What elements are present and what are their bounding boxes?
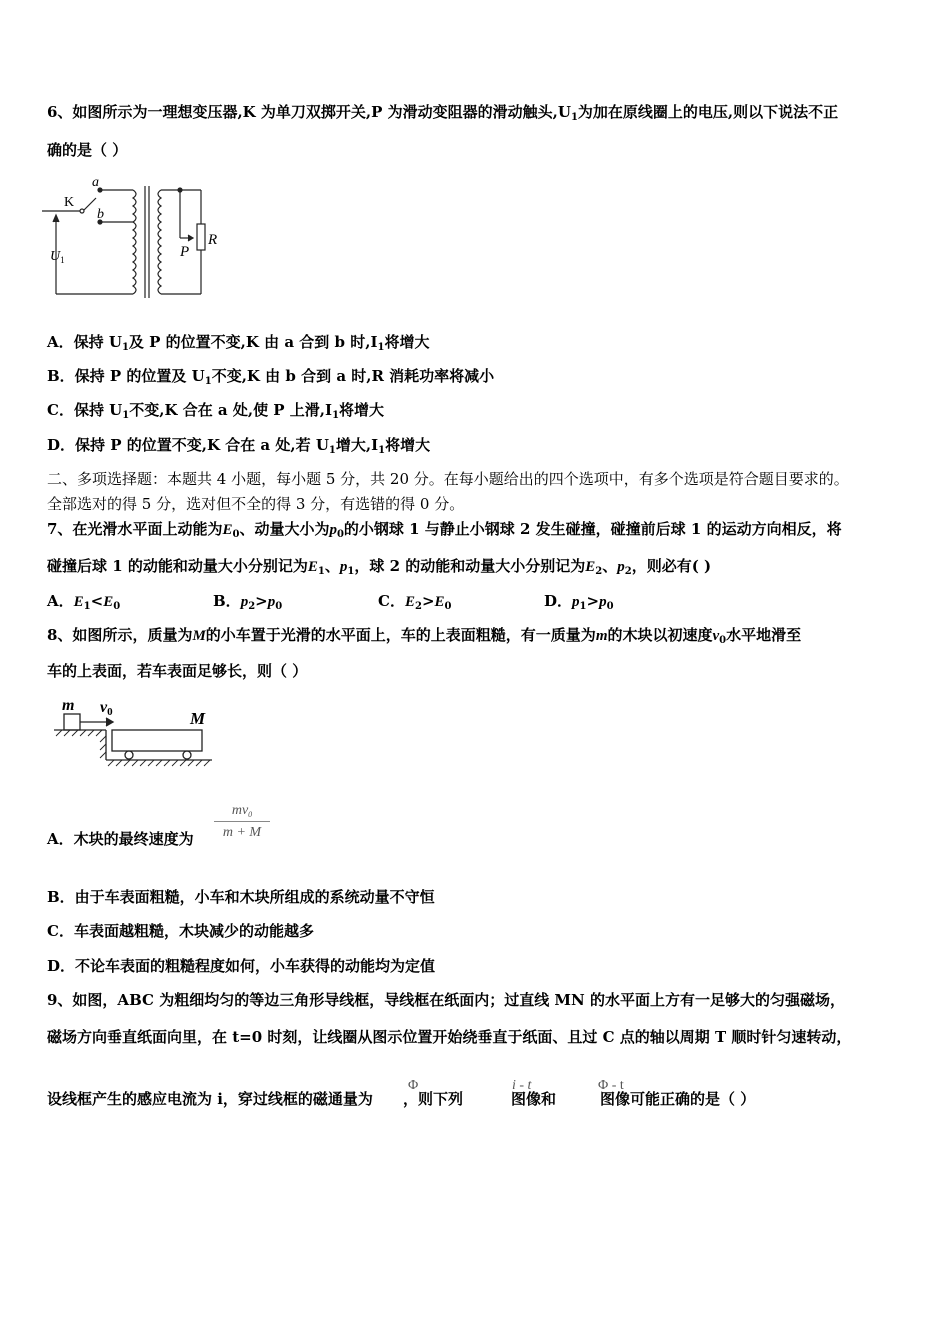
label-a: a [92, 175, 99, 190]
q8-option-A: A．木块的最终速度为 [47, 830, 194, 848]
label-U1: $U_1$ [50, 249, 65, 265]
q7-option-D: D．$p_1>p_0$ [544, 592, 614, 612]
q9-phi-t-label: Φ - t [598, 1078, 624, 1093]
q7-option-C: C．$E_2>E_0$ [378, 592, 452, 612]
q8-option-C: C．车表面越粗糙，木块减少的动能越多 [47, 922, 314, 940]
q8-option-A-fraction [214, 803, 270, 841]
label-v0: v0 [100, 699, 113, 718]
label-R: R [208, 232, 218, 248]
label-M: M [190, 709, 206, 728]
q6-option-B: B．保持 P 的位置及 $U_1$不变,K 由 b 合到 a 时,R 消耗功率将减小 [47, 367, 495, 387]
section2-instructions-line1: 二、多项选择题：本题共 4 小题，每小题 5 分，共 20 分。在每小题给出的四个选项中，有多个选项是符合题目要求的。 [47, 470, 849, 488]
q6-option-C: C．保持 $U_1$不变,K 合在 a 处,使 P 上滑$,I_1$将增大 [47, 401, 385, 421]
q7-option-B: B．$p_2>p_0$ [213, 592, 283, 612]
q8-option-D: D．不论车表面的粗糙程度如何，小车获得的动能均为定值 [47, 957, 436, 975]
label-b: b [97, 207, 104, 222]
q6-stem-line1: 6、如图所示为一理想变压器,K 为单刀双掷开关,P 为滑动变阻器的滑动触头$,U_1$为加在原线圈上的电压,则以下说法不正 [47, 103, 839, 123]
q8-option-B: B．由于车表面粗糙，小车和木块所组成的系统动量不守恒 [47, 888, 435, 906]
q6-option-D: D．保持 P 的位置不变,K 合在 a 处,若 $U_1$增大$,I_1$将增大 [47, 436, 431, 456]
q9-stem-line1: 9、如图，ABC 为粗细均匀的等边三角形导线框，导线框在纸面内；过直线 MN 的水平面上方有一足够大的匀强磁场， [47, 991, 845, 1009]
q6-option-A: A．保持 $U_1$及 P 的位置不变,K 由 a 合到 b 时$,I_1$将增大 [47, 333, 430, 353]
q8-stem-line1: 8、如图所示，质量为M的小车置于光滑的水平面上，车的上表面粗糙，有一质量为m的木块以初速度$v_0$水平地滑至 [47, 626, 802, 646]
cart-block-figure [54, 692, 224, 772]
section2-instructions-line2: 全部选对的得 5 分，选对但不全的得 3 分，有选错的得 0 分。 [47, 495, 465, 513]
fraction-numerator: $mv_0$ [214, 803, 270, 822]
fraction-denominator: m + M [222, 825, 262, 840]
q9-stem-line2: 磁场方向垂直纸面向里，在 t=0 时刻，让线圈从图示位置开始绕垂直于纸面、且过 C 点的轴以周期 T 顺时针匀速转动， [47, 1028, 852, 1046]
label-P: P [180, 244, 190, 260]
q8-stem-line2: 车的上表面，若车表面足够长，则（ ） [47, 662, 308, 680]
q9-i-t-label: i - t [512, 1078, 532, 1093]
label-K: K [64, 195, 75, 210]
label-m: m [62, 697, 75, 714]
q7-stem-line2: 碰撞后球 1 的动能和动量大小分别记为$E_1$、$p_1$，球 2 的动能和动量大小分别记为$E_2$、$p_2$，则必有( ) [47, 557, 712, 577]
q6-stem-line2: 确的是（ ） [47, 141, 128, 159]
q7-stem-line1: 7、在光滑水平面上动能为$E_0$、动量大小为$p_0$的小钢球 1 与静止小钢球 2 发生碰撞，碰撞前后球 1 的运动方向相反，将 [47, 520, 842, 540]
q9-phi-symbol: Φ [408, 1078, 419, 1093]
transformer-circuit-figure [42, 172, 272, 302]
q7-option-A: A．$E_1<E_0$ [47, 592, 121, 612]
q9-stem-line3: 设线框产生的感应电流为 i，穿过线框的磁通量为 ，则下列 图像和 图像可能正确的是（ ） [47, 1090, 756, 1108]
